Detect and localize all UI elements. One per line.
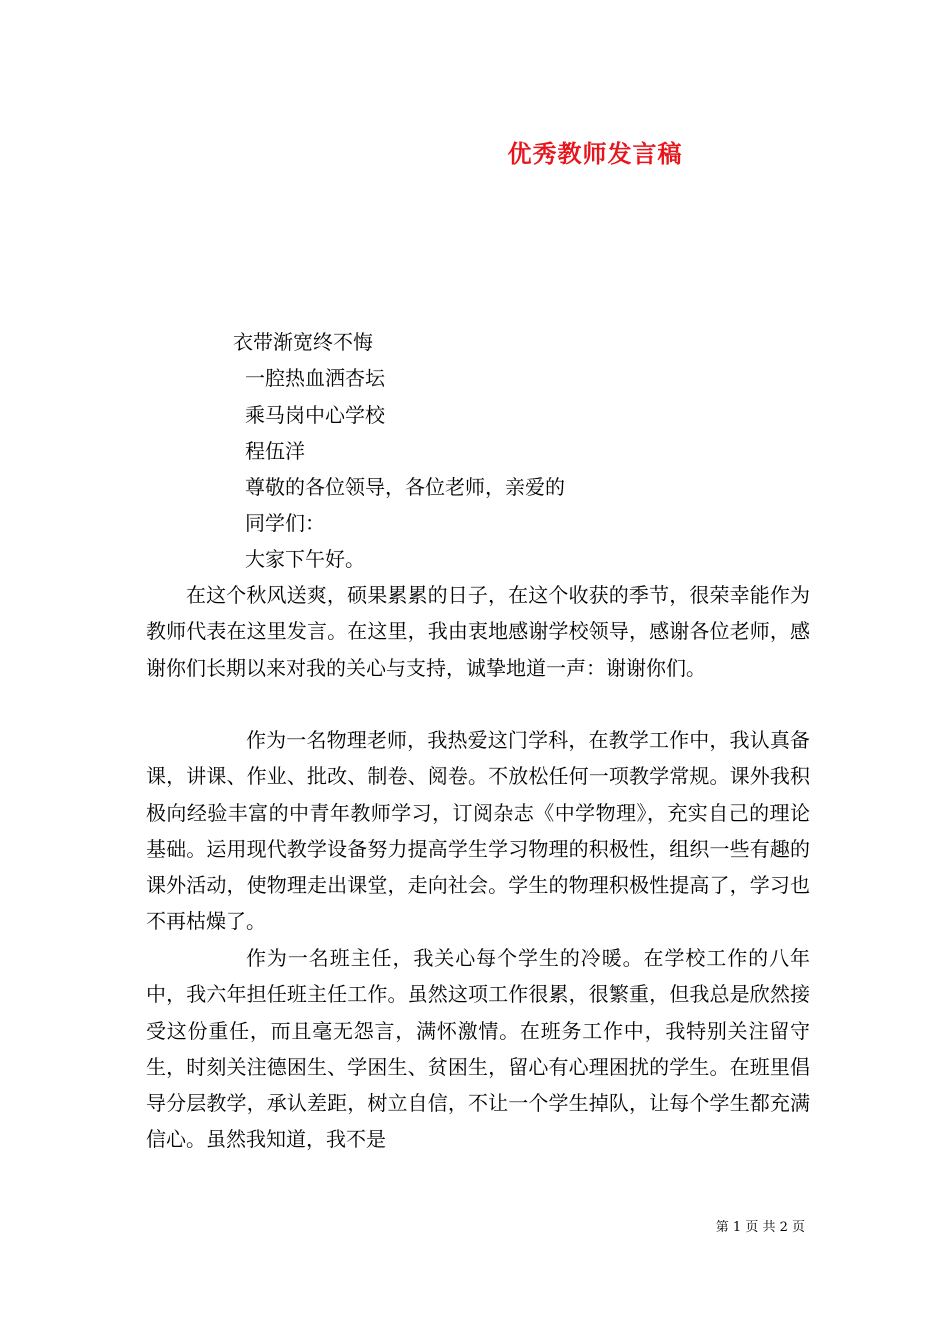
header-line-author: 程伍洋	[245, 439, 305, 463]
salutation-line-1: 尊敬的各位领导，各位老师，亲爱的	[245, 475, 565, 499]
greeting-line: 大家下午好。	[245, 547, 365, 571]
body-paragraph-1: 在这个秋风送爽，硕果累累的日子，在这个收获的季节，很荣幸能作为教师代表在这里发言。在这里，我由衷地感谢学校领导，感谢各位老师，感谢你们长期以来对我的关心与支持，诚挚地道一声：谢谢你们。	[146, 583, 810, 680]
body-paragraph-2: 作为一名物理老师，我热爱这门学科，在教学工作中，我认真备课，讲课、作业、批改、制卷、阅卷。不放松任何一项教学常规。课外我积极向经验丰富的中青年教师学习，订阅杂志《中学物理》，充实自己的理论基础。运用现代教学设备努力提高学生学习物理的积极性，组织一些有趣的课外活动，使物理走出课堂，走向社会。学生的物理积极性提高了，学习也不再枯燥了。	[146, 728, 810, 934]
header-line-3: 乘马岗中心学校	[245, 403, 385, 427]
page-number-footer: 第 1 页 共 2 页	[715, 1220, 805, 1235]
document-title: 优秀教师发言稿	[507, 140, 683, 168]
body-paragraph-3: 作为一名班主任，我关心每个学生的冷暖。在学校工作的八年中，我六年担任班主任工作。虽然这项工作很累，很繁重，但我总是欣然接受这份重任，而且毫无怨言，满怀激情。在班务工作中，我特别关注留守生，时刻关注德困生、学困生、贫困生，留心有心理困扰的学生。在班里倡导分层教学，承认差距，树立自信，不让一个学生掉队，让每个学生都充满信心。虽然我知道，我不是	[146, 946, 810, 1152]
header-line-1: 衣带渐宽终不悔	[233, 330, 373, 354]
salutation-line-2: 同学们：	[245, 511, 325, 535]
header-line-2: 一腔热血洒杏坛	[245, 366, 385, 390]
